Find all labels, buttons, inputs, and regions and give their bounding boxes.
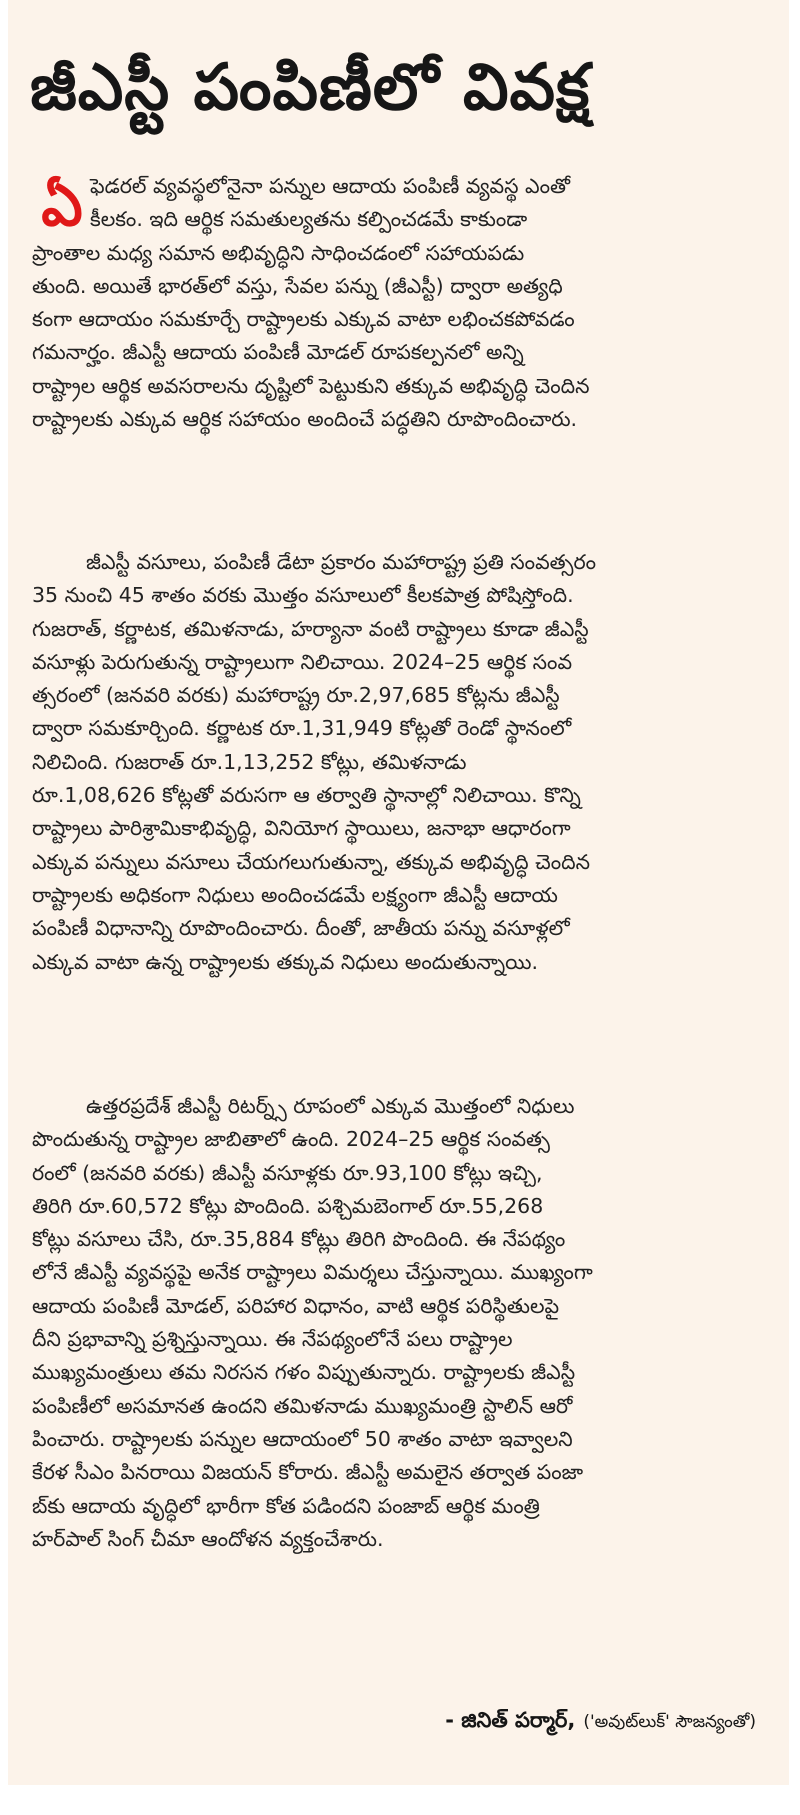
text-line: రాష్ట్రాలకు ఎక్కువ ఆర్థిక సహాయం అందించే పద్ధతిని రూపొందించారు. bbox=[32, 407, 578, 432]
article-headline: జీఎస్టీ పంపిణీలో వివక్ష bbox=[30, 51, 591, 125]
text-line: రాష్ట్రాలు పారిశ్రామికాభివృద్ధి, వినియోగ స్థాయిలు, జనాభా ఆధారంగా bbox=[32, 816, 571, 841]
text-line: కోట్లు వసూలు చేసి, రూ.35,884 కోట్లు తిరిగి పొందింది. ఈ నేపథ్యం bbox=[32, 1227, 566, 1252]
text-line: త్సరంలో (జనవరి వరకు) మహారాష్ట్ర రూ.2,97,685 కోట్లను జీఎస్టీ bbox=[32, 683, 560, 708]
text-line: పంపిణీలో అసమానత ఉందని తమిళనాడు ముఖ్యమంత్రి స్టాలిన్ ఆరో bbox=[32, 1393, 573, 1418]
text-line: 35 నుంచి 45 శాతం వరకు మొత్తం వసూలులో కీలకపాత్ర పోషిస్తోంది. bbox=[32, 583, 574, 608]
text-line: ఉత్తరప్రదేశ్ జీఎస్టీ రిటర్న్స్ రూపంలో ఎక్కువ మొత్తంలో నిధులు bbox=[86, 1094, 575, 1118]
text-line: గమనార్హం. జీఎస్టీ ఆదాయ పంపిణీ మోడల్ రూపకల్పనలో అన్ని bbox=[32, 340, 524, 365]
text-line: ఎక్కువ వాటా ఉన్న రాష్ట్రాలకు తక్కువ నిధులు అందుతున్నాయి. bbox=[32, 949, 539, 974]
byline-author: - జినిత్ పర్మార్, bbox=[445, 1708, 576, 1732]
text-line: కంగా ఆదాయం సమకూర్చే రాష్ట్రాలకు ఎక్కువ వాటా లభించకపోవడం bbox=[32, 307, 575, 332]
text-line: రాష్ట్రాలకు అధికంగా నిధులు అందించడమే లక్ష్యంగా జీఎస్టీ ఆదాయ bbox=[32, 882, 558, 907]
text-line: పంపిణీ విధానాన్ని రూపొందించారు. దీంతో, జాతీయ పన్ను వసూళ్లలో bbox=[32, 916, 570, 941]
text-line: కీలకం. ఇది ఆర్థిక సమతుల్యతను కల్పించడమే కాకుండా bbox=[90, 207, 528, 232]
text-line: కేరళ సీఎం పినరాయి విజయన్ కోరారు. జీఎస్టీ అమలైన తర్వాత పంజా bbox=[32, 1460, 584, 1485]
text-line: ద్వారా సమకూర్చింది. కర్ణాటక రూ.1,31,949 కోట్లతో రెండో స్థానంలో bbox=[32, 716, 572, 741]
text-line: బ్‌కు ఆదాయ వృద్ధిలో భారీగా కోత పడిందని పంజాబ్ ఆర్థిక మంత్రి bbox=[32, 1493, 540, 1518]
text-line: పొందుతున్న రాష్ట్రాల జాబితాలో ఉంది. 2024–25 ఆర్థిక సంవత్స bbox=[32, 1127, 550, 1152]
text-line: ఆదాయ పంపిణీ మోడల్, పరిహార విధానం, వాటి ఆర్థిక పరిస్థితులపై bbox=[32, 1293, 560, 1318]
text-line: హర్‌పాల్ సింగ్ చీమా ఆందోళన వ్యక్తంచేశారు. bbox=[32, 1526, 384, 1551]
text-line: నిలిచింది. గుజరాత్ రూ.1,13,252 కోట్లు, తమిళనాడు bbox=[32, 749, 467, 774]
paragraph-1 bbox=[32, 170, 750, 436]
paragraph-3 bbox=[32, 1090, 750, 1556]
byline-credit: ('అవుట్‌లుక్' సౌజన్యంతో) bbox=[583, 1712, 756, 1732]
drop-cap: ఏ bbox=[41, 171, 83, 239]
text-line: ముఖ్యమంత్రులు తమ నిరసన గళం విప్పుతున్నారు. రాష్ట్రాలకు జీఎస్టీ bbox=[32, 1360, 576, 1385]
paragraph-2 bbox=[32, 546, 750, 979]
text-line: వసూళ్లు పెరుగుతున్న రాష్ట్రాలుగా నిలిచాయి. 2024–25 ఆర్థిక సంవ bbox=[32, 649, 573, 674]
text-line: లోనే జీఎస్టీ వ్యవస్థపై అనేక రాష్ట్రాలు విమర్శలు చేస్తున్నాయి. ముఖ్యంగా bbox=[32, 1260, 593, 1285]
text-line: రంలో (జనవరి వరకు) జీఎస్టీ వసూళ్లకు రూ.93,100 కోట్లు ఇచ్చి, bbox=[32, 1160, 543, 1185]
text-line: రూ.1,08,626 కోట్లతో వరుసగా ఆ తర్వాతి స్థానాల్లో నిలిచాయి. కొన్ని bbox=[32, 783, 581, 808]
text-line: ప్రాంతాల మధ్య సమాన అభివృద్ధిని సాధించడంలో సహాయపడు bbox=[32, 240, 525, 265]
text-line: పించారు. రాష్ట్రాలకు పన్నుల ఆదాయంలో 50 శాతం వాటా ఇవ్వాలని bbox=[32, 1426, 573, 1451]
byline bbox=[445, 1702, 756, 1740]
text-line: జీఎస్టీ వసూలు, పంపిణీ డేటా ప్రకారం మహారాష్ట్ర ప్రతి సంవత్సరం bbox=[86, 550, 597, 574]
text-line: దీని ప్రభావాన్ని ప్రశ్నిస్తున్నాయి. ఈ నేపథ్యంలోనే పలు రాష్ట్రాల bbox=[32, 1327, 513, 1352]
text-line: గుజరాత్, కర్ణాటక, తమిళనాడు, హర్యానా వంటి రాష్ట్రాలు కూడా జీఎస్టీ bbox=[32, 616, 589, 641]
text-line: తిరిగి రూ.60,572 కోట్లు పొందింది. పశ్చిమబెంగాల్ రూ.55,268 bbox=[32, 1193, 544, 1218]
text-line: ఎక్కువ పన్నులు వసూలు చేయగలుగుతున్నా, తక్కువ అభివృద్ధి చెందిన bbox=[32, 849, 591, 874]
text-line: రాష్ట్రాల ఆర్థిక అవసరాలను దృష్టిలో పెట్టుకుని తక్కువ అభివృద్ధి చెందిన bbox=[32, 373, 590, 398]
text-line: ఫెడరల్ వ్యవస్థలోనైనా పన్నుల ఆదాయ పంపిణీ వ్యవస్థ ఎంతో bbox=[90, 174, 571, 198]
text-line: తుంది. అయితే భారత్‌లో వస్తు, సేవల పన్ను (జీఎస్టీ) ద్వారా అత్యధి bbox=[32, 273, 563, 298]
